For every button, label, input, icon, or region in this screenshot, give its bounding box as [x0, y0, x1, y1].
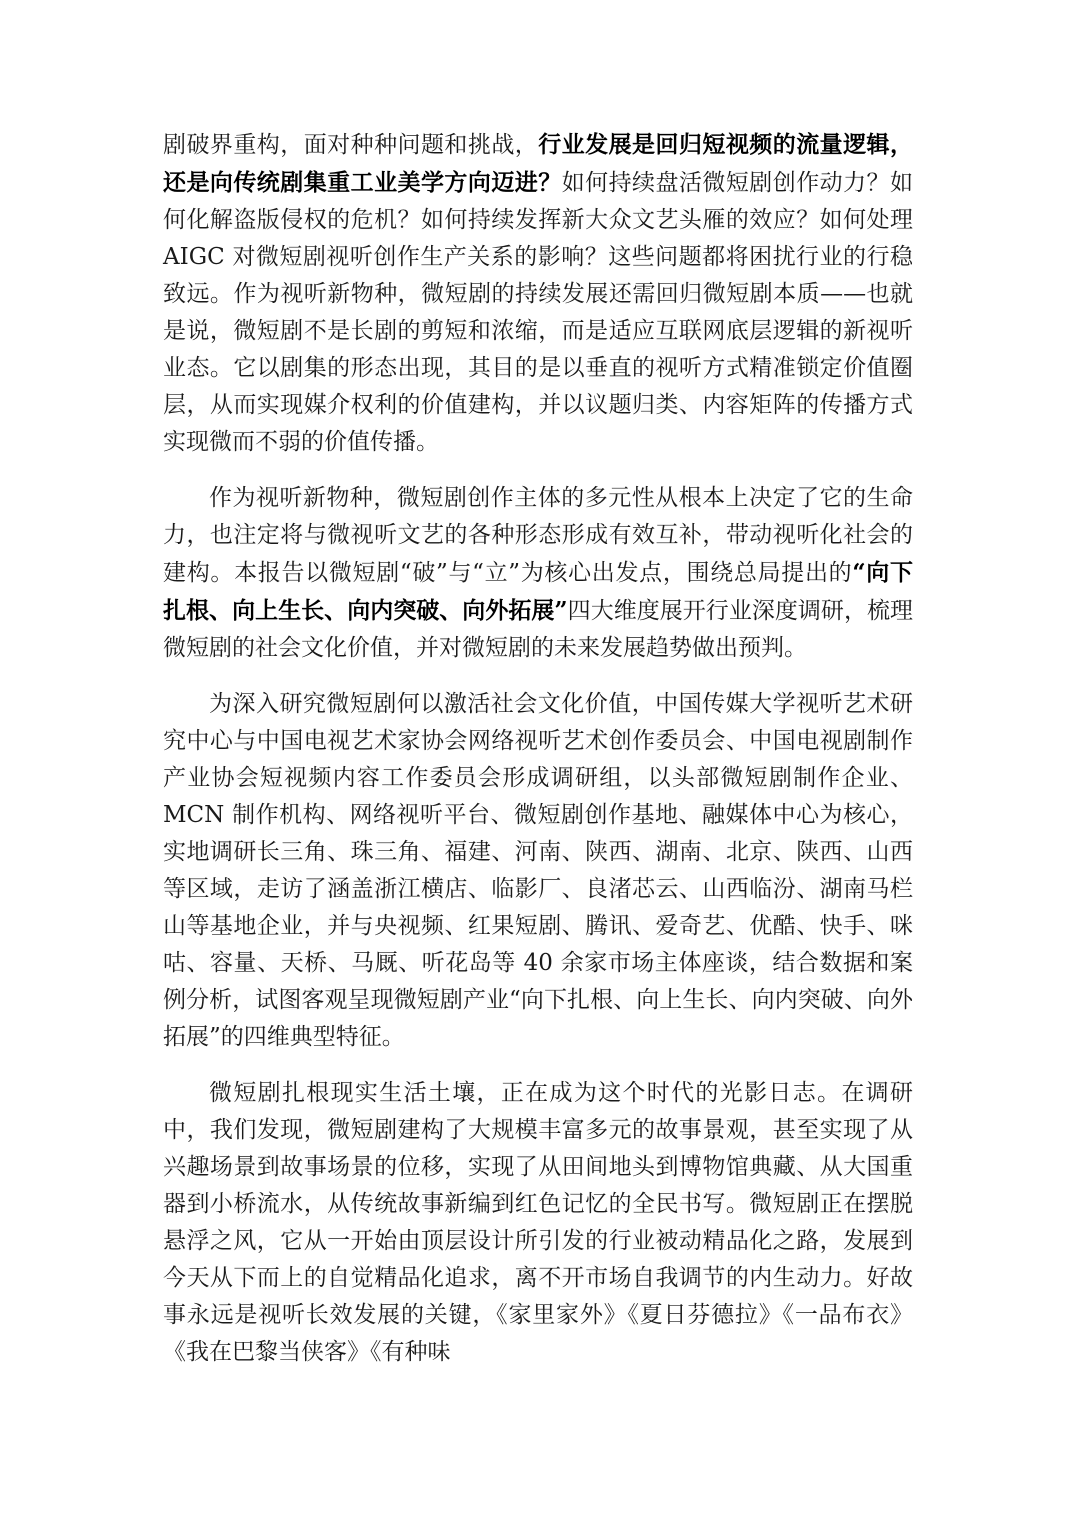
paragraph-2-text-b: 四大维度展开行业深度调研，梳理微短剧的社会文化价值，并对微短剧的未来发展趋势做出预判。 [163, 598, 913, 661]
paragraph-2-bold-dimensions: “向下扎根、向上生长、向内突破、向外拓展” [163, 559, 913, 624]
paragraph-2 [163, 480, 913, 667]
document-body [163, 126, 913, 1390]
paragraph-1 [163, 126, 913, 461]
paragraph-1-text-a: 剧破界重构，面对种种问题和挑战， [163, 132, 539, 158]
paragraph-2-text-a: 作为视听新物种，微短剧创作主体的多元性从根本上决定了它的生命力，也注定将与微视听文艺的各种形态形成有效互补，带动视听化社会的建构。本报告以微短剧“破”与“立”为核心出发点，围绕总局提出的 [163, 485, 913, 586]
paragraph-1-text-b: 如何持续盘活微短剧创作动力？如何化解盗版侵权的危机？如何持续发挥新大众文艺头雁的效应？如何处理 AIGC 对微短剧视听创作生产关系的影响？这些问题都将困扰行业的行稳致远。作为视听新物种，微短剧的持续发展还需回归微短剧本质——也就是说，微短剧不是长剧的剪短和浓缩，而是适应互联网底层逻辑的新视听业态。它以剧集的形态出现，其目的是以垂直的视听方式精准锁定价值圈层，从而实现媒介权利的价值建构，并以议题归类、内容矩阵的传播方式实现微而不弱的价值传播。 [163, 170, 914, 455]
paragraph-1-bold-question: 行业发展是回归短视频的流量逻辑，还是向传统剧集重工业美学方向迈进？ [163, 131, 914, 196]
paragraph-4-text: 微短剧扎根现实生活土壤，正在成为这个时代的光影日志。在调研中，我们发现，微短剧建构了大规模丰富多元的故事景观，甚至实现了从兴趣场景到故事场景的位移，实现了从田间地头到博物馆典藏、从大国重器到小桥流水，从传统故事新编到红色记忆的全民书写。微短剧正在摆脱悬浮之风，它从一开始由顶层设计所引发的行业被动精品化之路，发展到今天从下而上的自觉精品化追求，离不开市场自我调节的内生动力。好故事永远是视听长效发展的关键，《家里家外》《夏日芬德拉》《一品布衣》《我在巴黎当侠客》《有种味 [163, 1080, 913, 1365]
paragraph-3 [163, 686, 913, 1056]
paragraph-3-text: 为深入研究微短剧何以激活社会文化价值，中国传媒大学视听艺术研究中心与中国电视艺术家协会网络视听艺术创作委员会、中国电视剧制作产业协会短视频内容工作委员会形成调研组，以头部微短剧制作企业、MCN 制作机构、网络视听平台、微短剧创作基地、融媒体中心为核心，实地调研长三角、珠三角、福建、河南、陕西、湖南、北京、陕西、山西等区域，走访了涵盖浙江横店、临影厂、良渚芯云、山西临汾、湖南马栏山等基地企业，并与央视频、红果短剧、腾讯、爱奇艺、优酷、快手、咪咕、容量、天桥、马厩、听花岛等 40 余家市场主体座谈，结合数据和案例分析，试图客观呈现微短剧产业“向下扎根、向上生长、向内突破、向外拓展”的四维典型特征。 [163, 691, 913, 1050]
paragraph-4 [163, 1075, 913, 1371]
